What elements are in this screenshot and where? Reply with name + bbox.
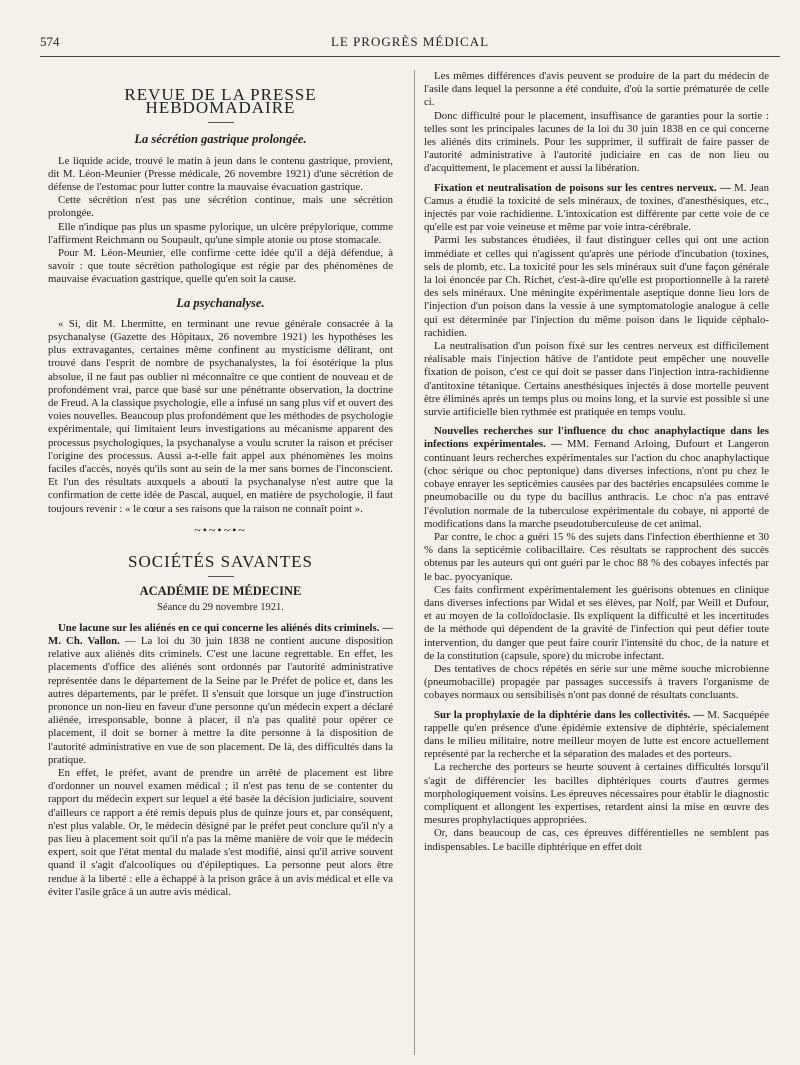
paragraph-body: MM. Fernand Arloing, Dufourt et Langeron continuant leurs recherches expérimentales sur l'action du choc anaphylactique (choc sérique ou choc peptonique) dans diverses infections, n'ont pu chez le cobaye enrayer les septicémies causées par des bactéries encapsulées comme le pneumobacille ou du type du bacillus anthracis. Le choc n'a pas entravé l'évolution normale de la tuberculose expérimentale du cobaye, ni apporté de modifications dans la marche pseudotuberculeuse de cet animal.: [424, 438, 769, 530]
paragraph: Donc difficulté pour le placement, insuffisance de garanties pour la sortie : telles sont les principales lacunes de la loi du 30 juin 1838 en ce qui concerne les aliénés dits criminels. Pour les supprimer, il suffirait de faire passer de l'autorité administrative à l'autorité judiciaire en cas de non lieu ou d'acquittement, le placement et aussi la libération.: [424, 109, 769, 175]
paragraph-heading: Une lacune sur les aliénés en ce qui concerne les aliénés dits criminels. — M. Ch. Vallon.: [48, 621, 393, 647]
paragraph: [424, 425, 769, 531]
section-title-societies: SOCIÉTÉS SAVANTES: [128, 552, 313, 572]
paragraph: [424, 182, 769, 235]
paragraph: [48, 622, 393, 767]
paragraph-heading: Nouvelles recherches sur l'influence du choc anaphylactique dans les infections expérimentales. —: [424, 425, 769, 451]
paragraph: « Si, dit M. Lhermitte, en terminant une revue générale consacrée à la psychanalyse (Gazette des Hôpitaux, 26 novembre 1921) les hypothèses les plus extravagantes, certaines même confinent au mysticisme délirant, ont trouvé dans l'esprit de nombre de psychanalystes, la foi ésotérique la plus absolue, il ne faut pas oublier ni méconnaître ce que contient de nouveau et de profondément vrai, parce que basé sur une pénétrante observation, la doctrine de Freud. A la classique psychologie, elle a infusé un sang plus vif et ouvert des voies nouvelles. Beaucoup plus profondément que les méthodes de psychologie expérimentale, qui limitaient leurs investigations au mécanisme apparent des processus psychologiques, la psychanalyse a voulu scruter la raison et préciser l'origine des processus. Aussi a-t-elle fait appel aux phénomènes les moins faciles d'accès, noyés qu'ils sont au sein de la mer sans bornes de l'inconscient. Et l'un des résultats auxquels a abouti la psychanalyse n'est autre que la confirmation de cette idée de Pascal, auquel, en matière de psychologie, il faut toujours revenir : « le cœur a ses raisons que la raison ne connaît point ».: [48, 317, 393, 515]
divider: [208, 576, 234, 577]
paragraph: Pour M. Léon-Meunier, elle confirme cette idée qu'il a déjà défendue, à savoir : que toute sécrétion pathologique est régie par des phénomènes de mauvaise évacuation gastrique, quelle qu'en soit la cause.: [48, 247, 393, 286]
paragraph: Parmi les substances étudiées, il faut distinguer celles qui ont une action immédiate et celles qui n'agissent qu'après une période d'incubation (toxines, sels de plomb, etc. La toxicité pour les sels minéraux suit d'une façon générale la loi énoncée par Ch. Richet, c'est-à-dire qu'elle est proportionnelle à la rareté des sels minéraux. Une méningite expérimentale aseptique donne lieu lors de l'injection d'un poison dans la vessie à une symptomatologie analogue à celle qui est déterminée par l'injection du même poison dans le liquide céphalo-rachidien.: [424, 234, 769, 339]
paragraph-heading: Sur la prophylaxie de la diphtérie dans les collectivités. —: [434, 708, 705, 721]
paragraph: [424, 709, 769, 762]
paragraph: Or, dans beaucoup de cas, ces épreuves différentielles ne semblent pas indispensables. Le bacille diphtérique en effet doit: [424, 827, 769, 853]
divider: [208, 122, 234, 123]
paragraph: Ces faits confirment expérimentalement les guérisons obtenues en clinique dans diverses infections par Widal et ses élèves, par Nolf, par Weill et Dufour, et au moyen de la colloïdoclasie. Ils expliquent la difficulté et les incertitudes de la méthode qui dépendent de la gravité de l'infection qui peut défier toute intervention, du danger que peut faire courir l'intensité du choc, de la nature et de la constitution (capsule, spore) du microbe infectant.: [424, 583, 769, 662]
paragraph: La recherche des porteurs se heurte souvent à certaines difficultés lorsqu'il s'agit de différencier les bacilles diphtériques courts d'autres germes morphologiquement voisins. Les épreuves nécessaires pour établir le diagnostic compliquent et allongent les expertises, retardent ainsi la mise en œuvre des mesures prophylactiques appropriées.: [424, 761, 769, 827]
section-title-press-review: REVUE DE LA PRESSE HEBDOMADAIRE: [124, 85, 317, 118]
paragraph-body: M. Jean Camus a étudié la toxicité de sels minéraux, de toxines, d'anesthésiques, etc., injectés par voie rachidienne. L'intoxication est différente par cette voie de ce qu'elle est par voie veineuse et même par voie intra-cérébrale.: [424, 181, 769, 234]
paragraph-body: M. Sacquépée rappelle qu'en présence d'une épidémie extensive de diphtérie, spécialement dans le milieu militaire, notre meilleur moyen de lutte est encore actuellement représenté par la recherche et la séparation des malades et des porteurs.: [424, 708, 769, 761]
article-title-psychanalysis: La psychanalyse.: [176, 295, 265, 310]
paragraph: En effet, le préfet, avant de prendre un arrêté de placement est libre d'ordonner un nouvel examen médical ; il n'est pas tenu de se contenter du rapport du médecin expert sur lequel a été basée la décision judiciaire, souvent d'ailleurs ce rapport a été remis depuis plus de quinze jours et, par conséquent, n'est plus valable. Or, le médecin désigné par le préfet peut conclure qu'il n'y a pas lieu à placement soit qu'il n'a pas la même manière de voir que le médecin expert, soit que l'état mental du malade s'est modifié, ainsi qu'il arrive souvent quand il s'agit d'alcooliques ou d'épileptiques. La personne peut alors être rendue à la liberté : elle a échappé à la prison grâce à un avis médical et elle va éviter l'asile grâce à un autre avis médical.: [48, 766, 393, 898]
paragraph: Les mêmes différences d'avis peuvent se produire de la part du médecin de l'asile dans lequel la personne a été conduite, d'où la sortie prématurée de celle ci.: [424, 70, 769, 109]
paragraph-body: — La loi du 30 juin 1838 ne contient aucune disposition relative aux aliénés dits criminels. C'est une lacune regrettable. En effet, les placements d'office des aliénés sont ordonnés par l'autorité administrative représentée dans le département de la Seine par le Préfet de police et, dans les autres départements, par le préfet. Il s'ensuit que lorsque un juge d'instruction prononce un non-lieu en faveur d'une personne qu'un médecin expert a déclaré aliénée, irresponsable, bonne à placer, il n'a pas qualité pour opérer ce placement, il doit se borner à mettre la dite personne à la disposition de l'autorité administrative en vue de son placement. De là, des difficultés dans la pratique.: [48, 634, 393, 766]
ornament-divider: ~•~•~•~: [194, 522, 247, 537]
paragraph: Le liquide acide, trouvé le matin à jeun dans le contenu gastrique, provient, dit M. Léon-Meunier (Presse médicale, 26 novembre 1921) d'une sécrétion de défense de l'estomac pour lutter contre la mauvaise évacuation gastrique.: [48, 154, 393, 194]
paragraph-heading: Fixation et neutralisation de poisons sur les centres nerveux. —: [434, 181, 731, 194]
left-column: [48, 70, 393, 1055]
meeting-title: ACADÉMIE DE MÉDECINE: [139, 584, 302, 599]
running-title: LE PROGRÈS MÉDICAL: [330, 34, 490, 49]
paragraph: La neutralisation d'un poison fixé sur les centres nerveux est difficilement réalisable mais l'injection hâtive de l'antidote peut empêcher une nouvelle fixation de poison, c'est ce qui doit se passer dans l'injection intra-rachidienne d'antitoxine tétanique. Certains anesthésiques injectés à dose mortelle peuvent être éliminés après un temps plus ou moins long, et la survie est possible si une survie artificielle bien rythmée est pratiquée en temps voulu.: [424, 340, 769, 419]
right-column: [424, 70, 769, 1055]
paragraph: Elle n'indique pas plus un spasme pylorique, un ulcère prépylorique, comme l'affirment Reichmann ou Soupault, qu'une simple atonie ou ptose stomacale.: [48, 220, 393, 246]
meeting-date: Séance du 29 novembre 1921.: [157, 601, 284, 613]
column-divider: [414, 70, 415, 1055]
paragraph: Par contre, le choc a guéri 15 % des sujets dans l'infection éberthienne et 30 % dans la septicémie colibacillaire. Ces résultats se rapprochent des succès obtenus par les auteurs qui ont guéri par le choc 88 % des cobayes infectés par le bac. pyocyanique.: [424, 530, 769, 583]
paragraph: Cette sécrétion n'est pas une sécrétion continue, mais une sécrétion prolongée.: [48, 194, 393, 220]
page-number: 574: [40, 34, 60, 49]
paragraph: Des tentatives de chocs répétés en série sur une même souche microbienne (pneumobacille) propagée par passages successifs à travers l'organisme de cobayes normaux ou sensibilisés n'ont pas donné de résultats concluants.: [424, 662, 769, 702]
page-header: [40, 34, 780, 57]
article-title-gastric: La sécrétion gastrique prolongée.: [134, 132, 307, 147]
